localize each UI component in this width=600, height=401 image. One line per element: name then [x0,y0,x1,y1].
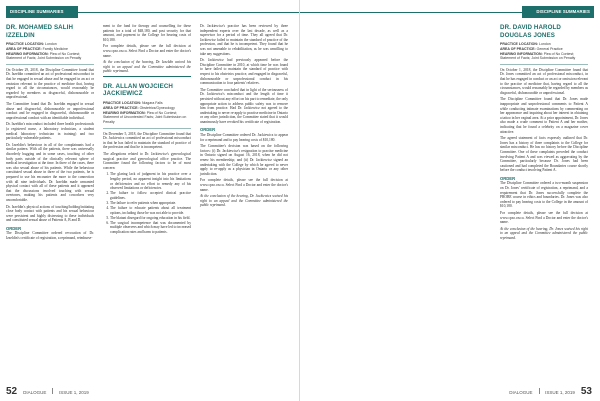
case1-order-heading: ORDER [6,225,22,231]
case3-doctor-name: DR. DAVID HAROLD DOUGLAS JONES [500,24,561,39]
case2-continued-column [200,24,288,210]
case2-concerns-list [103,172,191,234]
area-of-practice-value: Obstetrics/Gynecology [139,105,175,110]
case-divider [103,76,191,77]
practice-location-value: London [45,42,57,46]
practice-location-label: PRACTICE LOCATION: [6,42,45,46]
hearing-information-label: HEARING INFORMATION: [6,51,49,56]
hearing-information-value: Plea of No Contest; Statement of Uncontested Facts; Joint Submission on Penalty [103,110,187,125]
case3-paragraph: On October 1, 2018, the Discipline Committee found that Dr. Jones committed an act of professional misconduct, in that he has engaged in conduct or an act or omission relevant to the practice of medicine that, having regard to all the circumstances, would reasonably be regarded by members as disgraceful, dishonourable or unprofessional. [500,67,588,95]
divider [103,128,191,129]
practice-location-value: Niagara Falls [142,100,163,105]
right-page [300,0,600,401]
case3-column [500,24,588,243]
hearing-information-value: Plea of No Contest; Statement of Facts; Joint Submission on Penalty [6,51,82,61]
hearing-information-value: Plea of No Contest; Statement of Facts; Joint Submission on Penalty [500,51,576,61]
divider [500,64,588,65]
list-item: 3. The failure to refer patients when appropriate. [110,201,191,206]
case2-column [103,24,191,235]
page-number: 52 [6,386,18,397]
right-footer [509,386,592,397]
case1-continued-paragraph: ment to the fund for therapy and counselling for these patients for a total of $48,180, and post security for that amount, and payment to the College for hearing costs of $10,180. [103,24,191,42]
case1-column [6,24,94,243]
case2-continued-paragraph: Dr. Jackiewicz's practice has been reviewed by three independent experts over the last decade, as well as a supervisor for a period of time. They all agreed that Dr. Jackiewicz failed to maintain the standard of practice of the profession, and that he is incompetent. They found that he was not amenable to rehabilitation, as he was unwilling to take any suggestions. [200,24,288,56]
area-of-practice-value: Family Medicine [42,46,68,51]
magazine-name: DIALOGUE [23,390,47,395]
case2-paragraph: On December 5, 2018, the Discipline Committee found that Dr. Jackiewicz committed an act of professional misconduct in that he has failed to maintain the standard of practice of the profession and that he is incompetent. [103,131,191,150]
case2-continued-paragraph: The Committee concluded that in light of the seriousness of Dr. Jackiewicz's misconduct and the length of time it persisted without any effort on his part to remediate, the only appropriate action to address public safety was to remove him from practice. Had Dr. Jackiewicz not agreed to the undertaking to never re-apply to practise medicine in Ontario or any other jurisdiction, the Committee stated that it would unanimously have revoked his certificate of registration. [200,87,289,124]
header-rule [300,12,522,13]
case3-hearing-information [500,52,588,62]
footer-rule [52,388,53,394]
case3-post-order: For complete details, please see the full decision at www.cpso.on.ca. Select Find a Doctor and enter the doctor's name. [500,211,588,225]
case1-paragraph: On October 29, 2018, the Discipline Committee found that Dr. Izzeldin committed an act of professional misconduct in that he engaged in sexual abuse and he engaged in an act or omission relevant to the practice of medicine that, having regard to all the circumstances, would reasonably be regarded by members as disgraceful, dishonourable or unprofessional. [6,67,94,100]
section-header-band [522,6,594,18]
practice-location-label: PRACTICE LOCATION: [103,100,142,105]
case1-hearing-information [6,52,94,62]
case2-order-heading: ORDER [200,127,216,133]
list-item: 4. The failure to educate patients about all treatment options, including those he was not able to provide. [110,206,191,215]
case1-paragraph: Dr. Izzeldin's misconduct included three health professionals (a registered nurse, a laboratory technician, a student medical laboratory technician in training) and two particularly vulnerable patients. [6,122,94,141]
page-number: 53 [580,386,592,397]
footer-rule [539,388,540,394]
case2-doctor-name: DR. ALLAN WOJCIECH JACKIEWICZ [103,82,173,98]
case1-order-text: The Discipline Committee ordered revocation of Dr. Izzeldin's certificate of registration, a reprimand, reimburse- [6,231,94,240]
hearing-information-label: HEARING INFORMATION: [103,110,146,115]
area-of-practice-label: AREA OF PRACTICE: [103,105,139,110]
case2-paragraph: The allegations related to Dr. Jackiewicz's gynecological surgical practice and gynecological office practice. The Committee found the following factors to be of most concern: [103,151,191,170]
section-header-band [6,6,78,18]
practice-location-value: London [539,42,551,46]
list-item: 6. The surgical incompetence that was documented by multiple observers and which may have led to increased complication rates and harm to patients. [110,221,191,235]
magazine-name: DIALOGUE [509,390,533,395]
case1-closing-note: At the conclusion of the hearing, Dr. Izzeldin waived his right to an appeal and the Committee administered the public reprimand. [103,60,191,74]
hearing-information-label: HEARING INFORMATION: [500,51,543,56]
case1-doctor-name: DR. MOHAMED SALIH IZZELDIN [6,24,74,39]
case3-paragraph: The Discipline Committee found that Dr. Jones made inappropriate and unprofessional comments to Patient A while conducting intimate examinations by commenting on her appearance and inquiring about her interest in obtaining a tattoo in her vaginal area. At a prior appointment, Dr. Jones also made a crude comment to Patient A and her mother, indicating that he found a celebrity on a magazine cover attractive. [500,97,588,134]
practice-location-label: PRACTICE LOCATION: [500,42,539,46]
list-item: 1. The glaring lack of judgment in his practice over a lengthy period, no apparent insight into his limitations or deficiencies and no effort to remedy any of his observed limitations or deficiencies. [110,172,191,190]
case2-closing-note: At the conclusion of the hearing, Dr. Jackiewicz waived his right to an appeal and the Committee administered the public reprimand. [200,194,288,208]
case2-post-order: For complete details, please see the full decision at www.cpso.on.ca. Select Find a Doctor and enter the doctor's name. [200,178,288,192]
case1-continued-paragraph: For complete details, please see the full decision at www.cpso.on.ca. Select Find a Doctor and enter the doctor's name. [103,44,191,58]
area-of-practice-label: AREA OF PRACTICE: [6,46,42,51]
case3-paragraph: The agreed statement of facts expressly outlined that Dr. Jones has a history of three complaints to the College for similar misconduct. He has no history before the Discipline Committee. One of these complaints preceded the conduct involving Patient A and was viewed as aggravating by the Committee, particularly because Dr. Jones had been cautioned and had completed the Boundaries course shortly before the conduct involving Patient A. [500,136,588,173]
case3-order-heading: ORDER [500,175,516,181]
area-of-practice-label: AREA OF PRACTICE: [500,46,536,51]
case2-continued-paragraph: Dr. Jackiewicz had previously appeared before the Discipline Committee in 2010, at which time he was found to have failed to maintain the standard of practice with respect to his obstetrics practice, and engaged in disgraceful, dishonourable or unprofessional conduct in his communication to four patients' relatives. [200,58,288,86]
list-item: 2. The failure to follow accepted clinical practice guidelines. [110,191,191,200]
case1-paragraph: The Committee found that Dr. Izzeldin engaged in sexual abuse and disgraceful, dishonourable or unprofessional conduct and he engaged in disgraceful, dishonourable or unprofessional conduct with an identifiable individual. [6,102,94,120]
case1-paragraph: Dr. Izzeldin's physical actions of touching/holding/initiating close body contact with patients and his sexual behaviour were persistent and highly distressing to these individuals and constituted sexual abuse of Patients A, B and D. [6,204,94,223]
case1-paragraph: Dr. Izzeldin's behaviour in all of the complainants had a similar pattern. With all the patients, there was universally disorderly hugging and in some cases, touching of other body parts outside of the clinically relevant sphere of medical investigation at the time. In three of the cases, there was also sexual abuse of his patients. While the behaviour constituted sexual abuse in three of the two patients, he is prepared to use his encounter the more to the connection with all nine individuals. Dr. Izzeldin made unwanted physical contact with all of these patients and it appeared that the discussions involved touching with sexual overtones, making his patients and coworkers very uncomfortable. [6,142,94,202]
case2-hearing-information [103,111,191,125]
left-footer [6,386,89,397]
section-label: DISCIPLINE SUMMARIES [536,9,590,14]
case3-order-text: The Discipline Committee ordered a two-month suspension on Dr. Jones' certificate of registration, a reprimand, and a requirement that Dr. Jones successfully complete the PROBE course in ethics and boundaries. Dr. Jones was also ordered to pay hearing costs to the College in the amount of $10,180. [500,181,588,209]
case2-post-order: The Committee's decision was based on the following factors: (i) Dr. Jackiewicz's resignation to practise medicine in Ontario signed on August 16, 2018, when he did not renew his membership; and (ii) Dr. Jackiewicz signed an undertaking with the College by which he agreed to never apply to re-apply as a physician in Ontario or any other jurisdiction. [200,144,288,176]
header-rule [78,12,300,13]
area-of-practice-value: General Practice [536,46,563,51]
divider [6,64,94,65]
issue-label: ISSUE 1, 2019 [545,390,575,395]
case2-order-text: The Discipline Committee ordered Dr. Jackiewicz to appear for a reprimand and to pay hearing costs of $10,180. [200,132,288,142]
case3-closing-note: At the conclusion of the hearing, Dr. Jones waived his right to an appeal and the Committee administered the public reprimand. [500,226,588,240]
list-item: 5. The blatant disregard for ongoing education in his field. [110,216,191,221]
issue-label: ISSUE 1, 2019 [58,390,89,395]
section-label: DISCIPLINE SUMMARIES [10,9,64,14]
